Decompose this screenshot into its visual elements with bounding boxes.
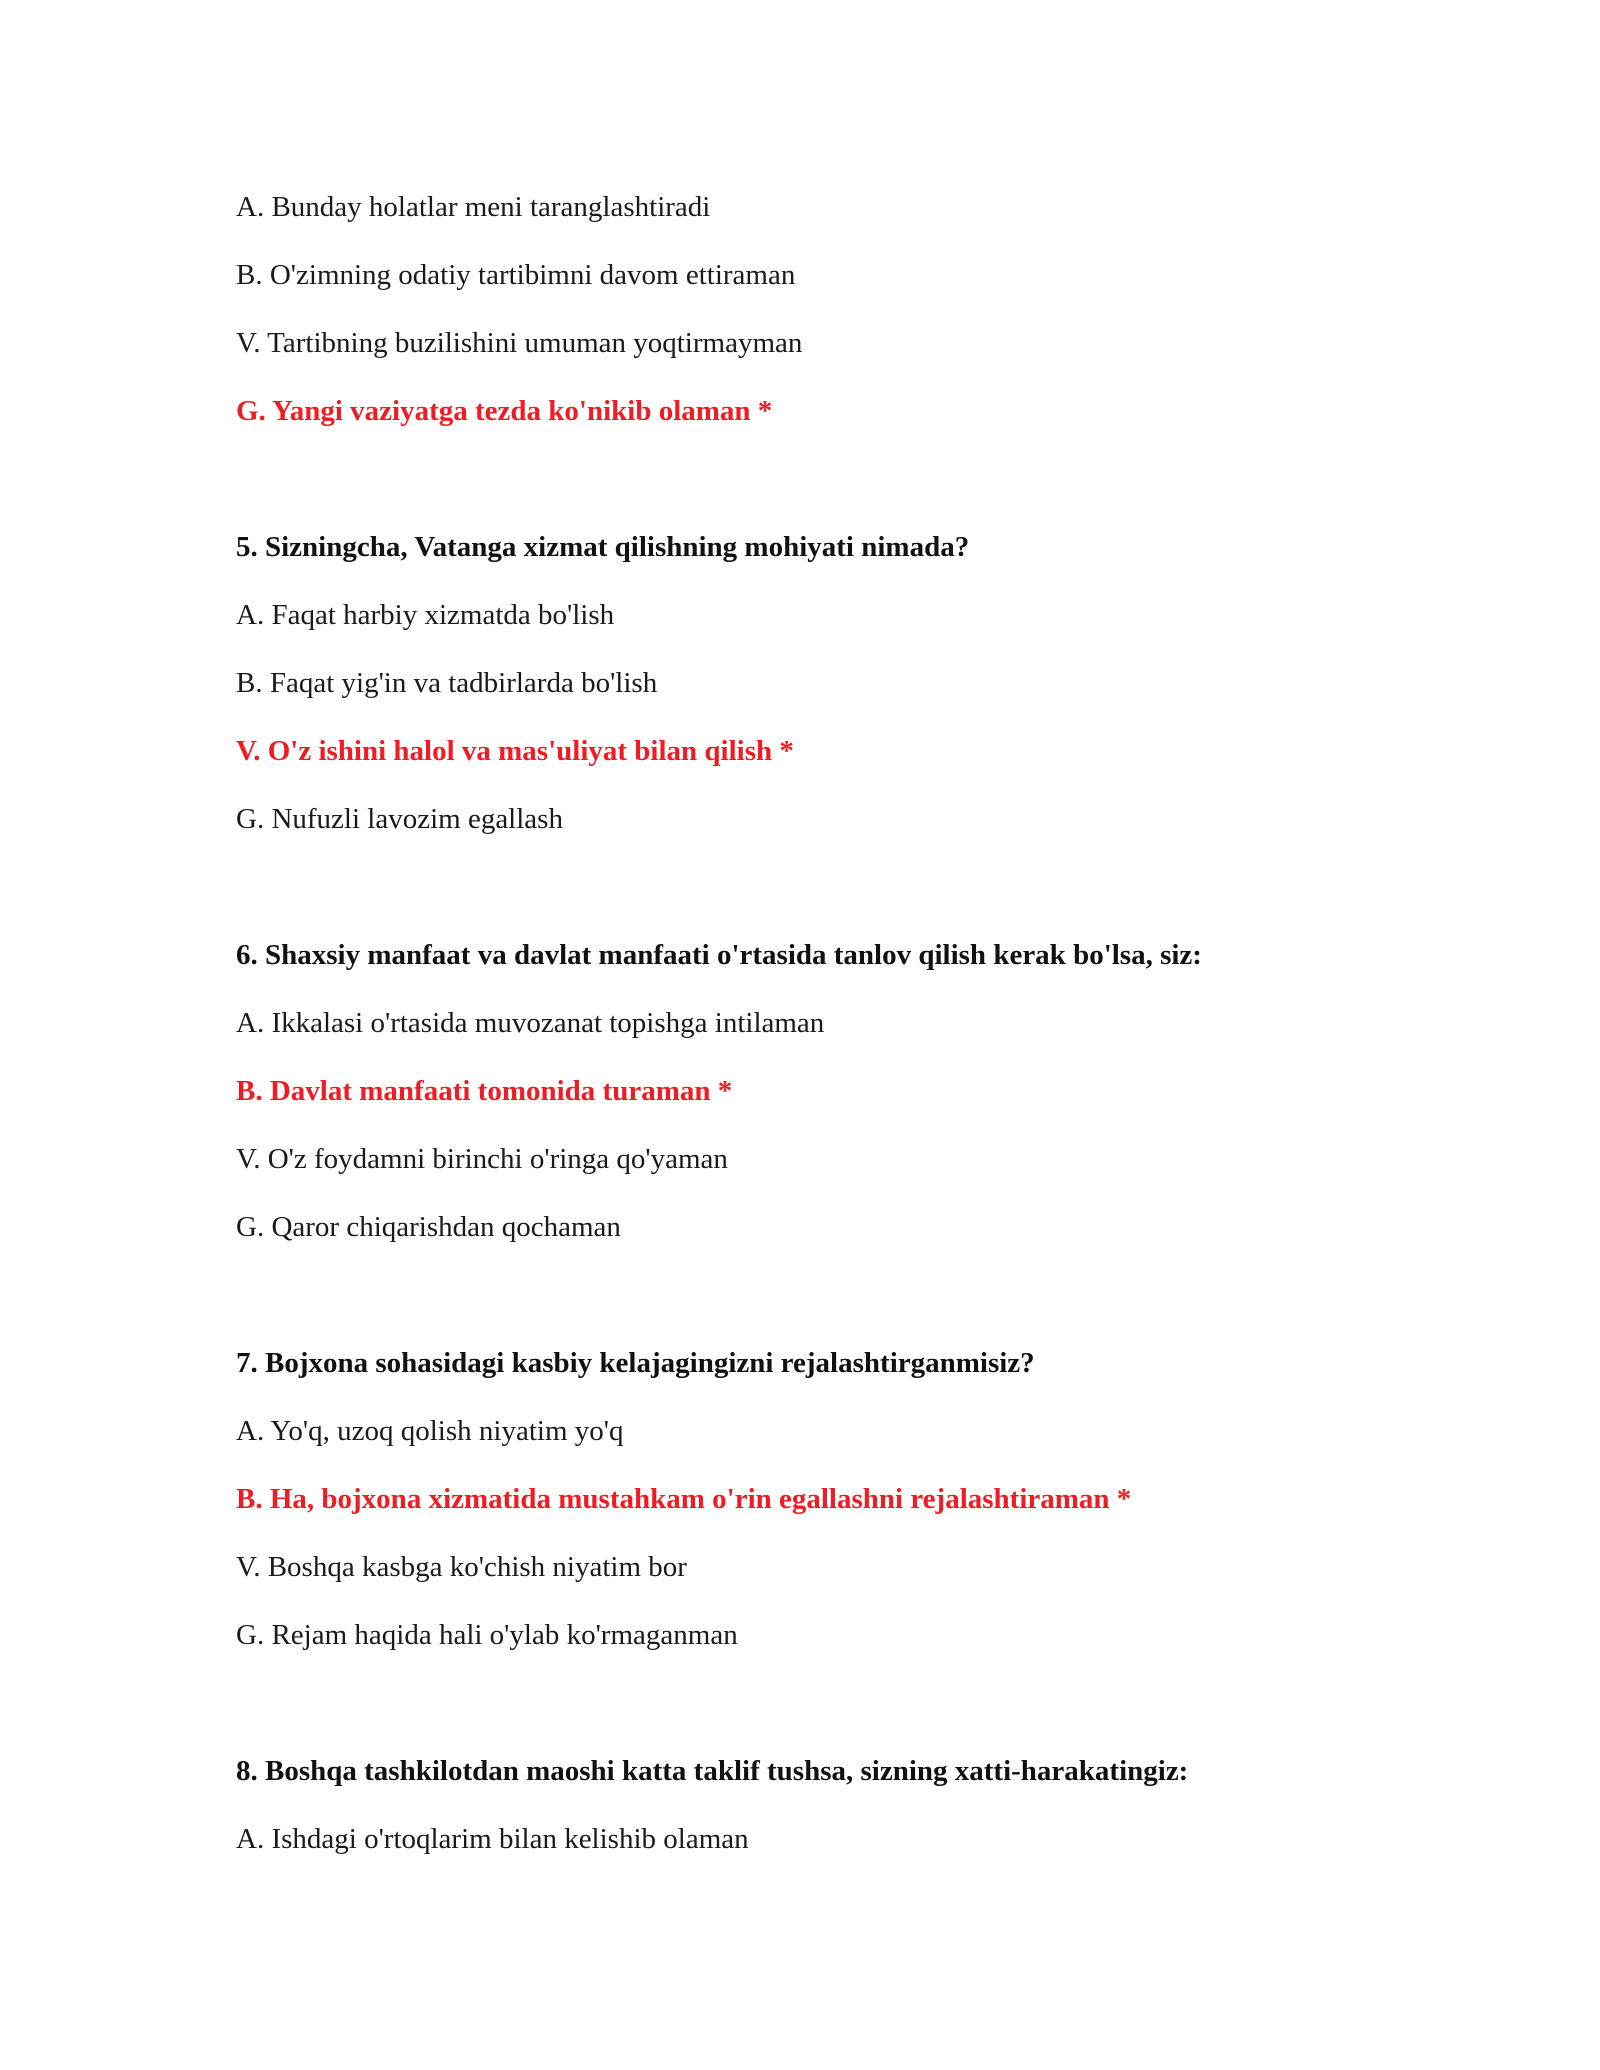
q7-question-text: 7. Bojxona sohasidagi kasbiy kelajagingizni rejalashtirganmisiz? [236,1347,1035,1379]
spacer [236,853,1436,921]
q6-question-text: 6. Shaxsiy manfaat va davlat manfaati o'rtasida tanlov qilish kerak bo'lsa, siz: [236,939,1202,971]
question-7 [236,1329,1436,1669]
q5-option-g: G. Nufuzli lavozim egallash [236,803,563,835]
question-4 [236,173,1436,445]
q4-option-v: V. Tartibning buzilishini umuman yoqtirmayman [236,327,803,359]
q5-option-b: B. Faqat yig'in va tadbirlarda bo'lish [236,667,658,699]
q5-question-text: 5. Sizningcha, Vatanga xizmat qilishning mohiyati nimada? [236,531,970,563]
spacer [236,1669,1436,1737]
q8-option-a: A. Ishdagi o'rtoqlarim bilan kelishib olaman [236,1823,749,1855]
q8-question-text: 8. Boshqa tashkilotdan maoshi katta taklif tushsa, sizning xatti-harakatingiz: [236,1755,1189,1787]
q7-option-a: A. Yo'q, uzoq qolish niyatim yo'q [236,1415,624,1447]
q6-option-v: V. O'z foydamni birinchi o'ringa qo'yaman [236,1143,728,1175]
q5-option-v-correct: V. O'z ishini halol va mas'uliyat bilan qilish * [236,735,794,767]
question-8 [236,1737,1436,1873]
question-list [236,173,1436,1873]
q7-option-b-correct: B. Ha, bojxona xizmatida mustahkam o'rin egallashni rejalashtiraman * [236,1483,1132,1515]
q7-option-v: V. Boshqa kasbga ko'chish niyatim bor [236,1551,687,1583]
q6-option-a: A. Ikkalasi o'rtasida muvozanat topishga intilaman [236,1007,825,1039]
spacer [236,1261,1436,1329]
q4-option-g-correct: G. Yangi vaziyatga tezda ko'nikib olaman * [236,395,773,427]
q5-option-a: A. Faqat harbiy xizmatda bo'lish [236,599,615,631]
q6-option-b-correct: B. Davlat manfaati tomonida turaman * [236,1075,733,1107]
q4-option-b: B. O'zimning odatiy tartibimni davom ettiraman [236,259,796,291]
q7-option-g: G. Rejam haqida hali o'ylab ko'rmaganman [236,1619,738,1651]
spacer [236,445,1436,513]
question-5 [236,513,1436,853]
q6-option-g: G. Qaror chiqarishdan qochaman [236,1211,621,1243]
q4-option-a: A. Bunday holatlar meni taranglashtiradi [236,191,711,223]
question-6 [236,921,1436,1261]
